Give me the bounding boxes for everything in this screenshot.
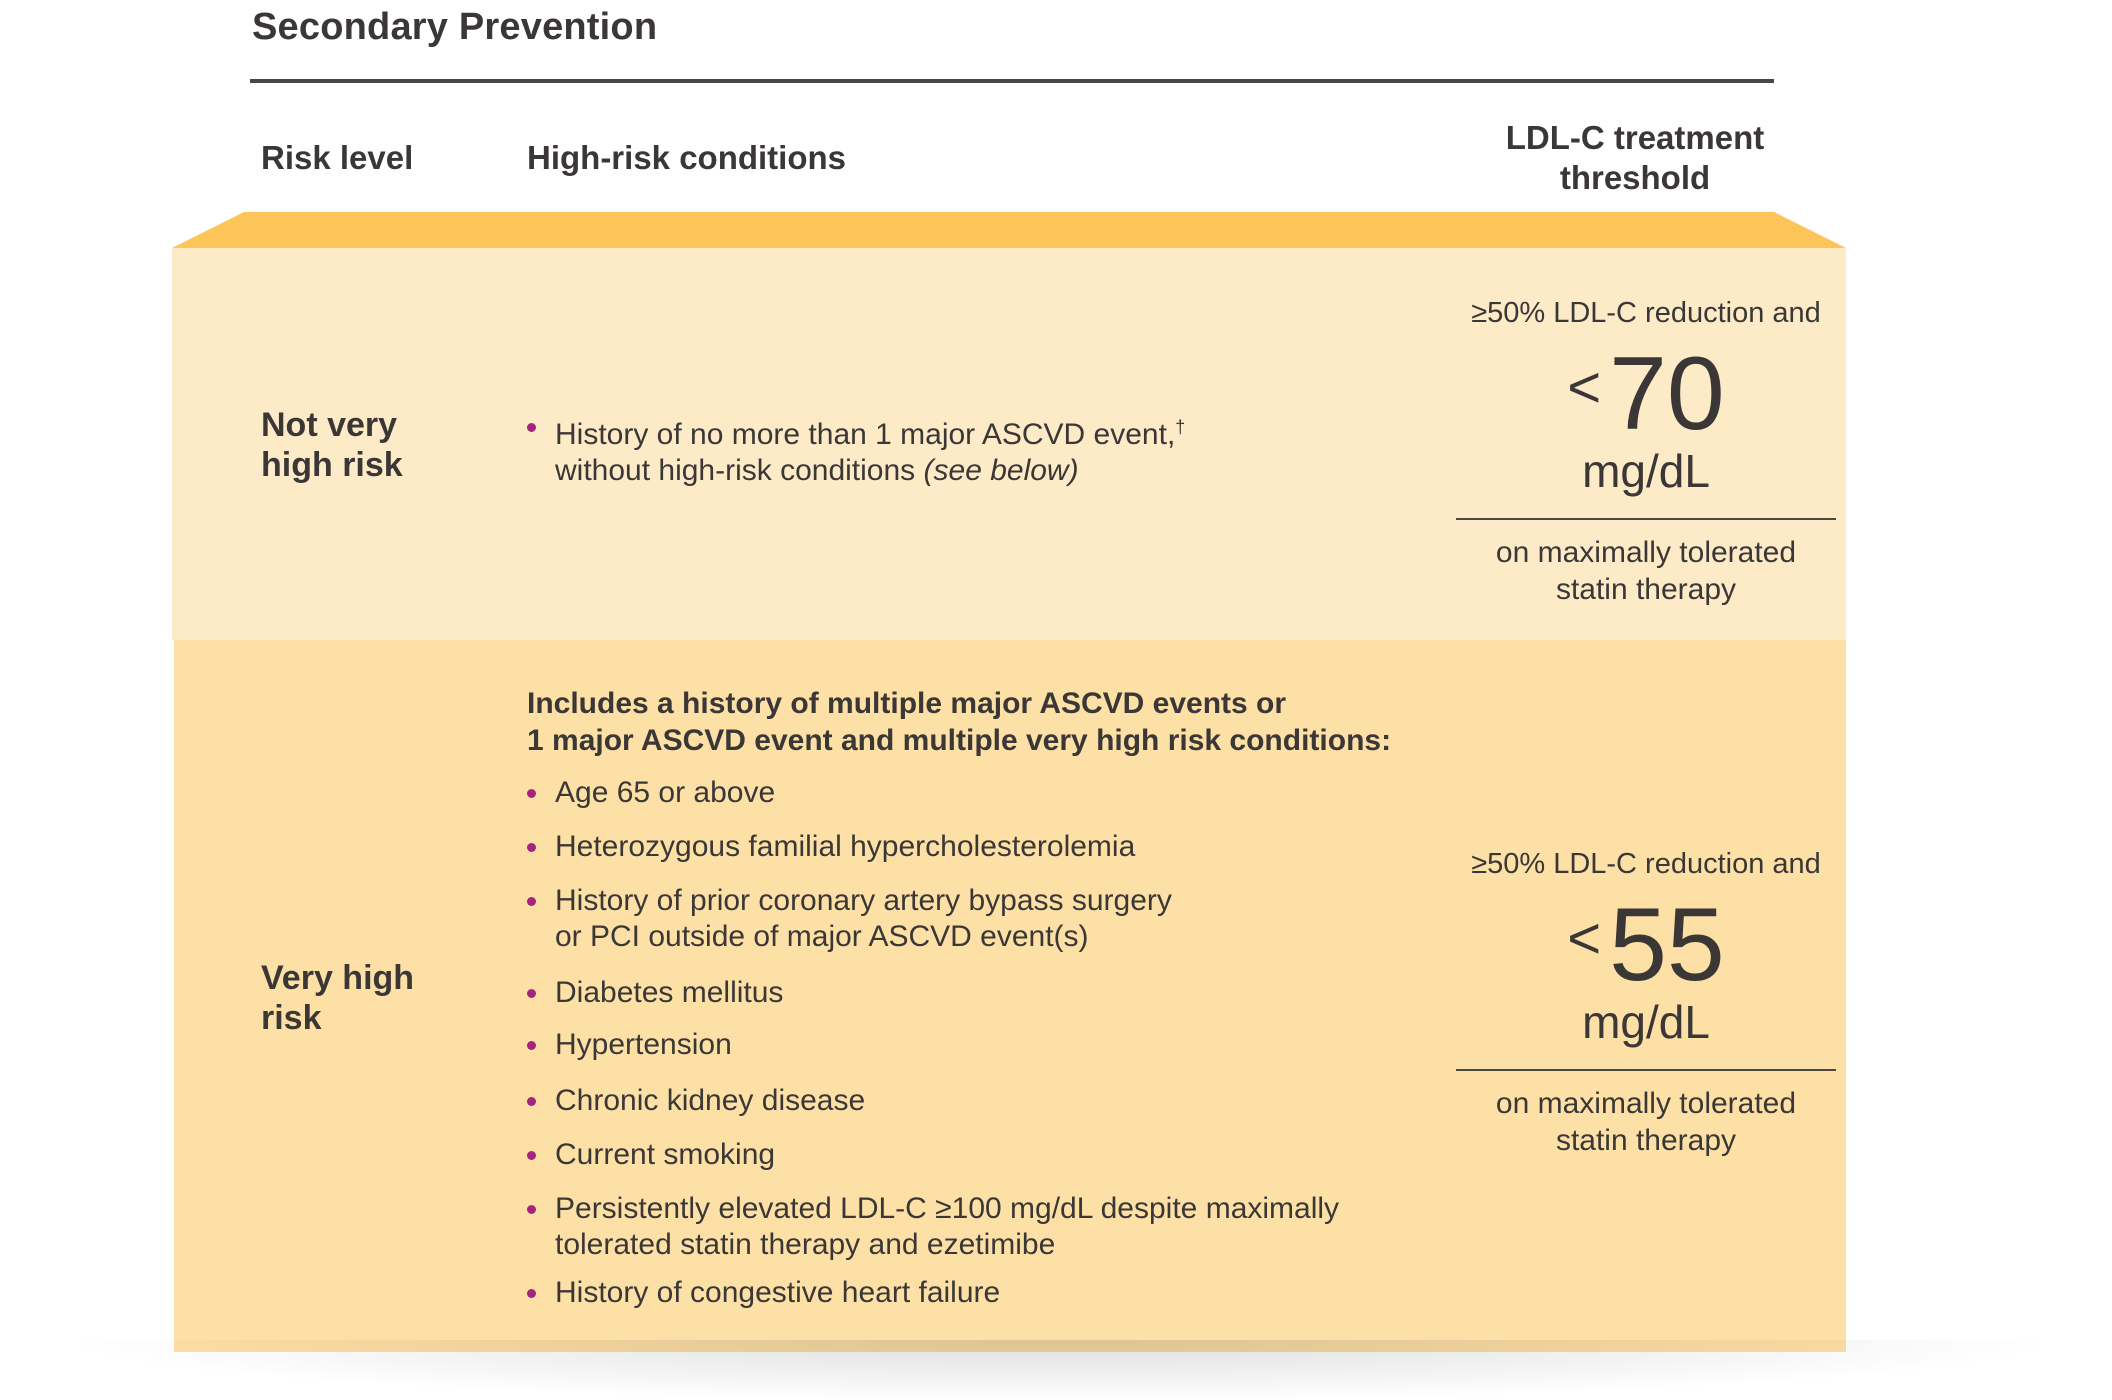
list-item: History of congestive heart failure [527,1275,1427,1311]
threshold-reduction-text: ≥50% LDL-C reduction and [1471,848,1821,880]
list-item: Hypertension [527,1027,1427,1063]
list-item: Persistently elevated LDL-C ≥100 mg/dL despite maximally tolerated statin therapy and ezetimibe [527,1191,1427,1263]
bullet-icon [527,1205,536,1214]
bullet-icon [527,1289,536,1298]
bullet-icon [527,1041,536,1050]
dagger-footnote-mark: † [1175,417,1186,437]
threshold-value [1456,336,1836,452]
bullet-icon [527,789,536,798]
threshold-unit: mg/dL [1582,445,1710,497]
risk-level-very-high [261,958,461,1038]
risk-label-line2: high risk [261,446,403,484]
less-than-symbol: < [1567,355,1602,420]
list-item: Age 65 or above [527,775,1427,811]
title-divider [250,79,1774,83]
conditions-list-very-high [527,775,1427,1311]
header-risk-level: Risk level [261,139,414,176]
list-item: History of no more than 1 major ASCVD event,† without high-risk conditions (see below) [527,409,1307,489]
risk-label-line1: Very high [261,959,415,997]
bullet-icon [527,843,536,852]
header-ldl-threshold [1440,118,1830,198]
page-title: Secondary Prevention [252,6,658,48]
header-ldl-threshold-line1: LDL-C treatment [1505,119,1765,156]
threshold-very-high [1456,847,1836,1159]
list-item: History of prior coronary artery bypass surgery or PCI outside of major ASCVD event(s) [527,883,1427,955]
threshold-divider [1456,1069,1836,1071]
risk-label-line2: risk [261,999,322,1037]
threshold-note: on maximally tolerated statin therapy [1495,536,1797,606]
header-high-risk-conditions: High-risk conditions [527,139,847,176]
bullet-icon [527,423,536,432]
threshold-not-very-high [1456,296,1836,608]
see-below-note: (see below) [923,454,1079,487]
table-shadow [80,1340,2040,1400]
threshold-divider [1456,518,1836,520]
risk-level-not-very-high [261,405,461,485]
table-top-bevel [172,210,1846,250]
risk-label-line1: Not very [261,406,398,444]
bullet-icon [527,1097,536,1106]
threshold-unit: mg/dL [1582,996,1710,1048]
list-item: Chronic kidney disease [527,1083,1427,1119]
threshold-number: 70 [1609,336,1725,452]
threshold-note: on maximally tolerated statin therapy [1495,1087,1797,1157]
less-than-symbol: < [1567,906,1602,971]
very-high-risk-intro: Includes a history of multiple major ASCVD events or 1 major ASCVD event and multiple very high risk conditions: [527,687,1392,757]
list-item: Current smoking [527,1137,1427,1173]
threshold-reduction-text: ≥50% LDL-C reduction and [1471,297,1821,329]
threshold-number: 55 [1609,887,1725,1003]
header-ldl-threshold-line2: threshold [1559,159,1711,196]
bullet-icon [527,989,536,998]
conditions-list-not-very-high [527,409,1307,489]
list-item: Diabetes mellitus [527,975,1427,1011]
list-item: Heterozygous familial hypercholesterolemia [527,829,1427,865]
bullet-icon [527,1151,536,1160]
threshold-value [1456,887,1836,1003]
bullet-icon [527,897,536,906]
